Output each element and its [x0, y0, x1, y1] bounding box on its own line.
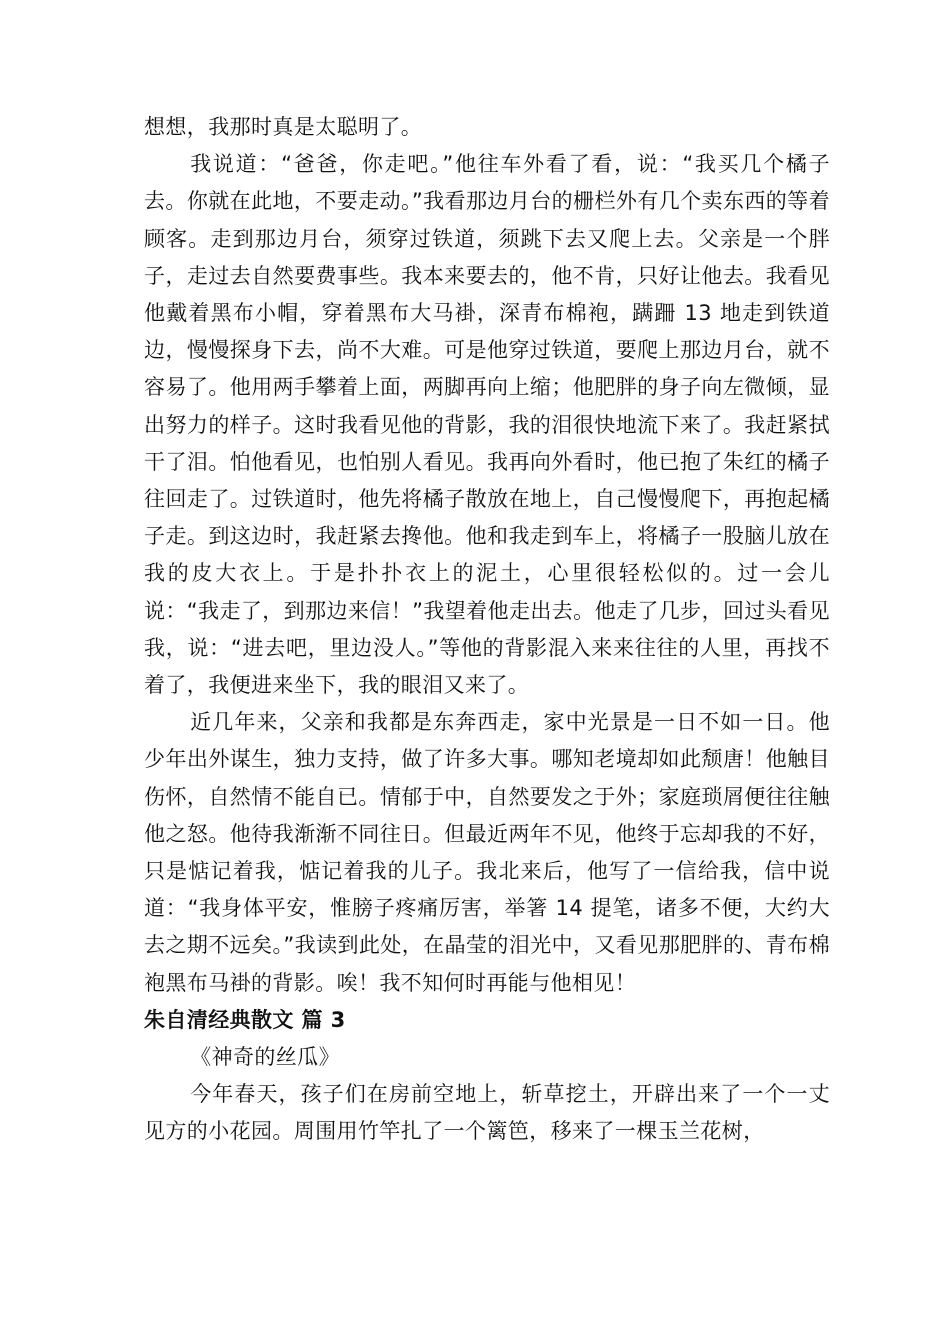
document-page — [144, 109, 830, 1151]
paragraph-1: 想想，我那时真是太聪明了。 — [144, 115, 423, 139]
section-heading: 朱自清经典散文 篇 3 — [144, 1007, 346, 1032]
paragraph-2: 我说道：“爸爸，你走吧。”他往车外看了看，说：“我买几个橘子去。你就在此地，不要走动。”我看那边月台的栅栏外有几个卖东西的等着顾客。走到那边月台，须穿过铁道，须跳下去又爬上去。父亲是一个胖子，走过去自然要费事些。我本来要去的，他不肯，只好让他去。我看见他戴着黑布小帽，穿着黑布大马褂，深青布棉袍，蹒跚 13 地走到铁道边，慢慢探身下去，尚不大难。可是他穿过铁道，要爬上那边月台，就不容易了。他用两手攀着上面，两脚再向上缩；他肥胖的身子向左微倾，显出努力的样子。这时我看见他的背影，我的泪很快地流下来了。我赶紧拭干了泪。怕他看见，也怕别人看见。我再向外看时，他已抱了朱红的橘子往回走了。过铁道时，他先将橘子散放在地上，自己慢慢爬下，再抱起橘子走。到这边时，我赶紧去搀他。他和我走到车上，将橘子一股脑儿放在我的皮大衣上。于是扑扑衣上的泥土，心里很轻松似的。过一会儿说：“我走了，到那边来信！”我望着他走出去。他走了几步，回过头看见我，说：“进去吧，里边没人。”等他的背影混入来来往往的人里，再找不着了，我便进来坐下，我的眼泪又来了。 — [144, 152, 830, 698]
essay-title: 《神奇的丝瓜》 — [190, 1045, 340, 1070]
essay-opening-paragraph: 今年春天，孩子们在房前空地上，斩草挖土，开辟出来了一个一丈见方的小花园。周围用竹竿扎了一个篱笆，移来了一棵玉兰花树， — [144, 1082, 830, 1144]
paragraph-3: 近几年来，父亲和我都是东奔西走，家中光景是一日不如一日。他少年出外谋生，独力支持，做了许多大事。哪知老境却如此颓唐！他触目伤怀，自然情不能自已。情郁于中，自然要发之于外；家庭琐屑便往往触他之怒。他待我渐渐不同往日。但最近两年不见，他终于忘却我的不好，只是惦记着我，惦记着我的儿子。我北来后，他写了一信给我，信中说道：“我身体平安，惟膀子疼痛厉害，举箸 14 提笔，诸多不便，大约大去之期不远矣。”我读到此处，在晶莹的泪光中，又看见那肥胖的、青布棉袍黑布马褂的背影。唉！我不知何时再能与他相见！ — [144, 710, 830, 995]
